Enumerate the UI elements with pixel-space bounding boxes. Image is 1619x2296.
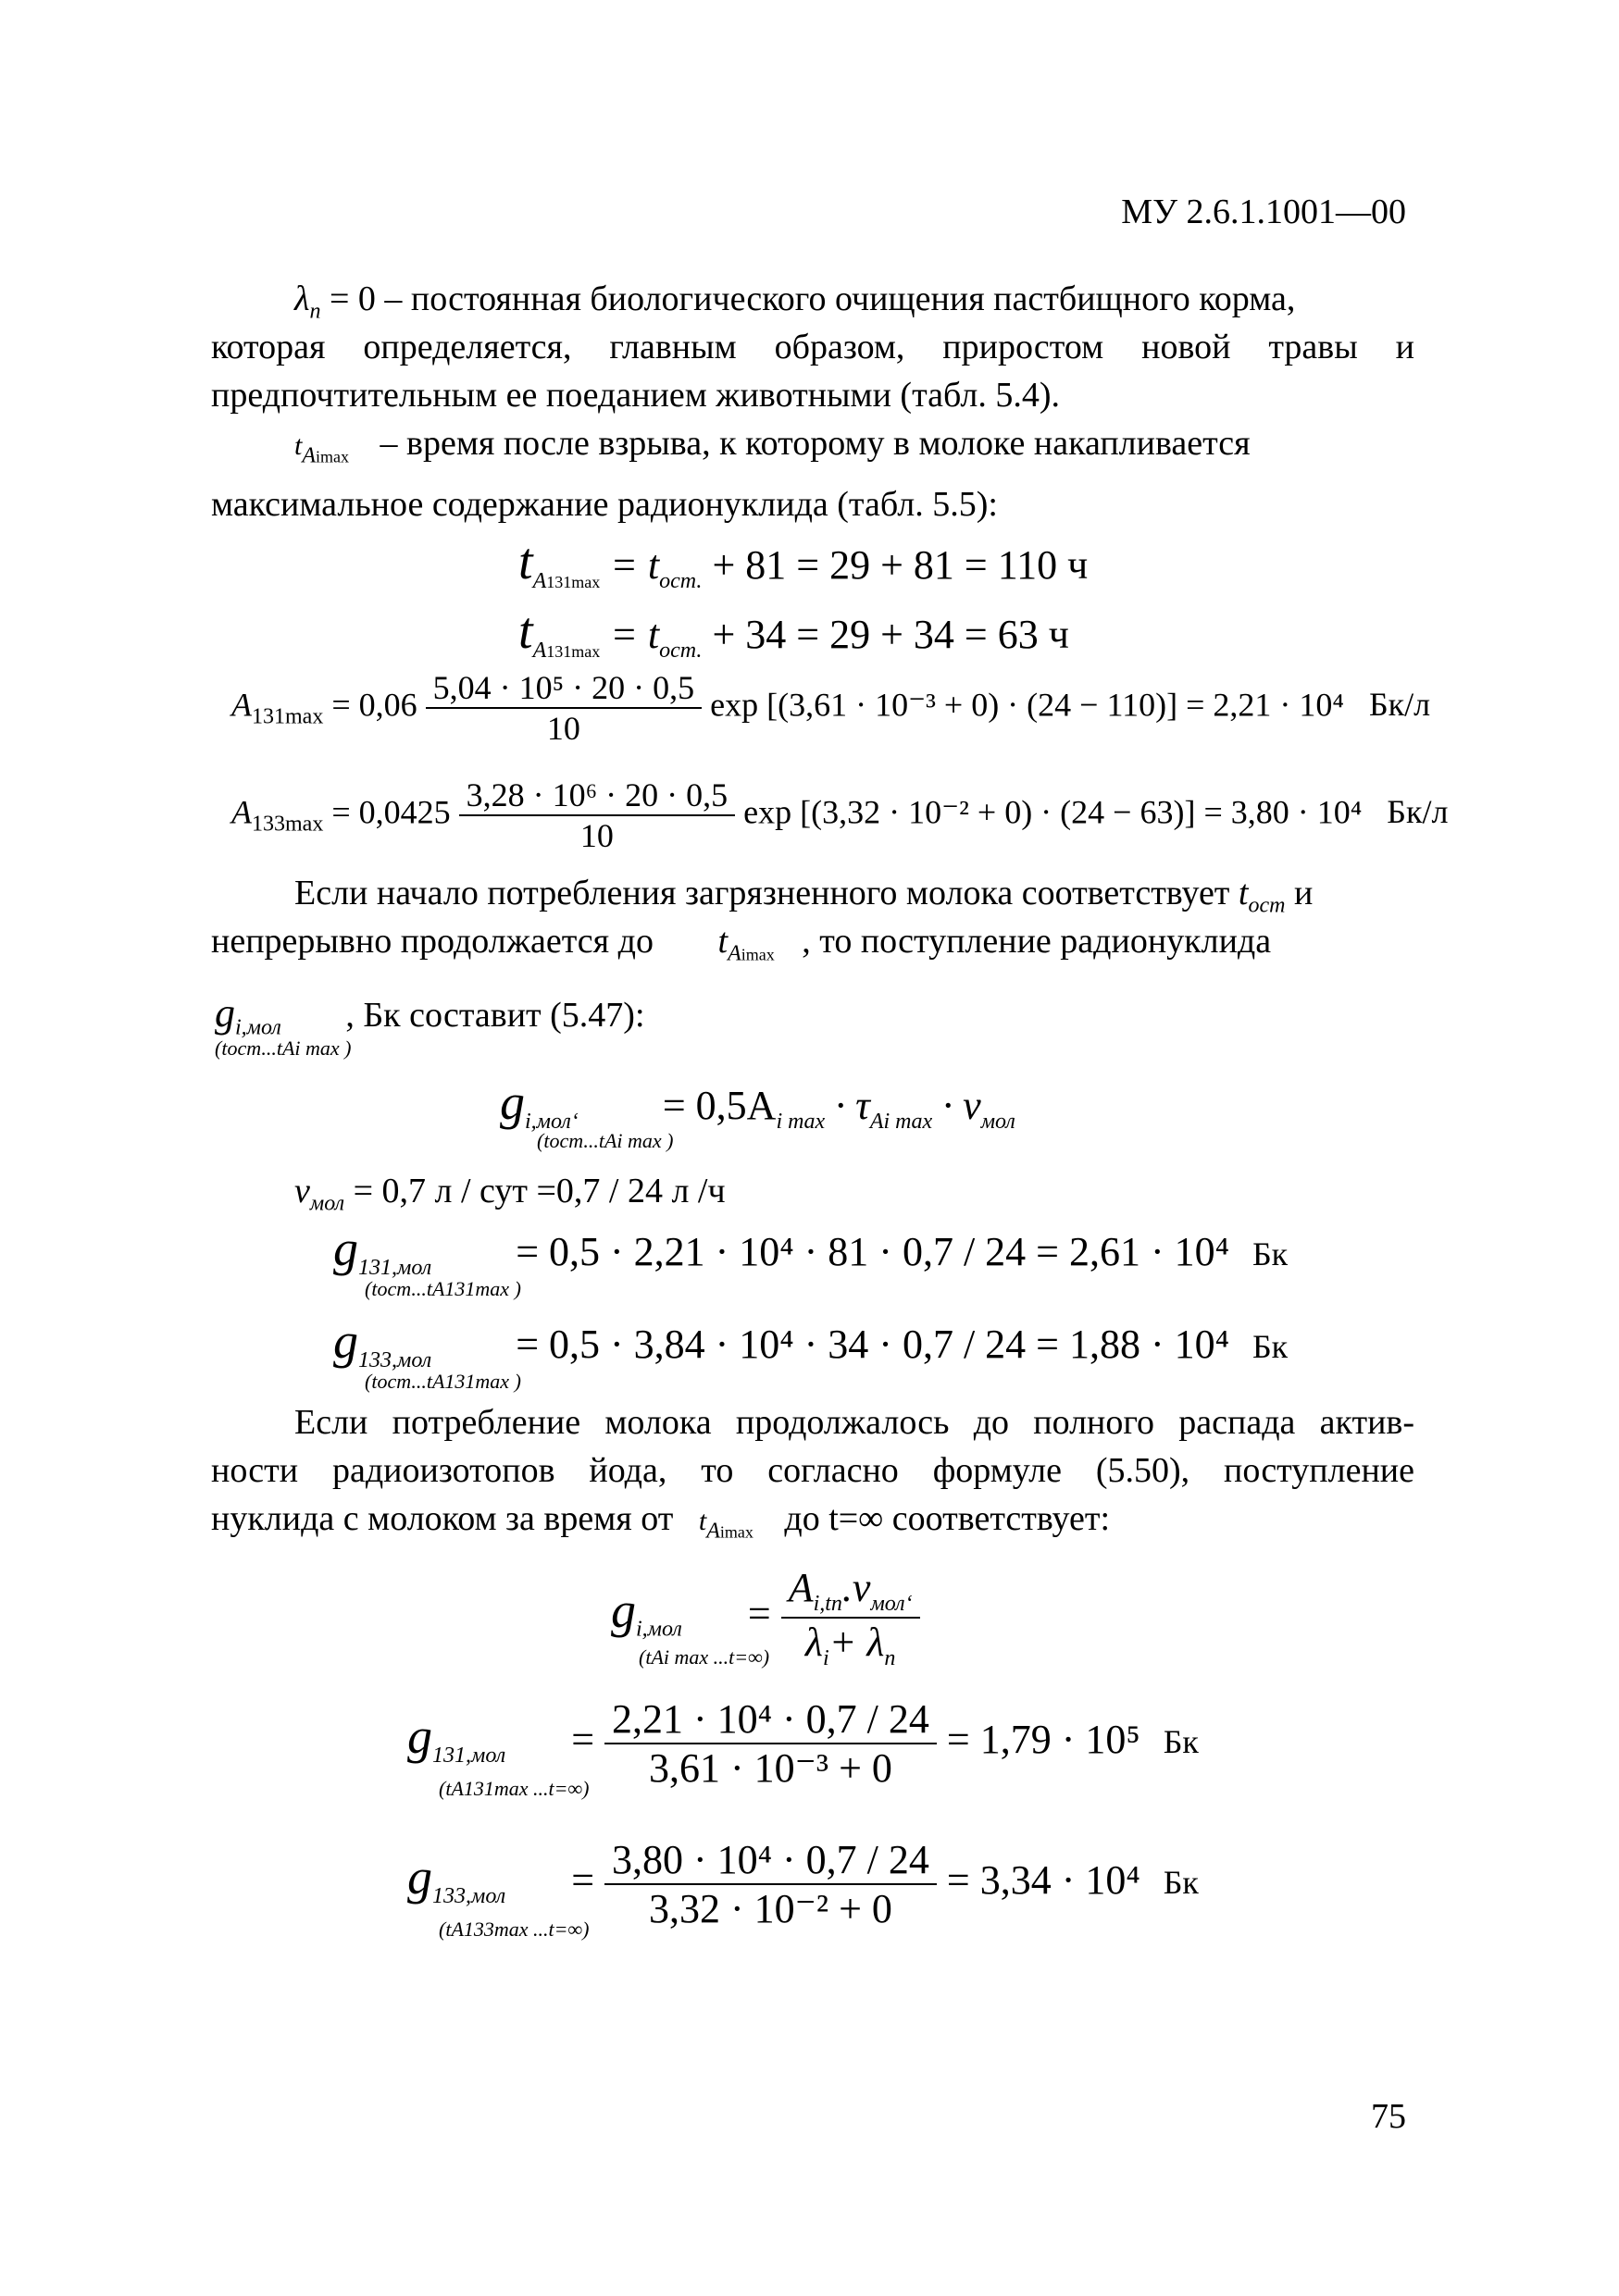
eq-g131inf-rhs: = 1,79 · 10⁵	[946, 1717, 1140, 1763]
eq-g133inf-sub: 133,мол	[432, 1883, 506, 1908]
eq-a131-num: 5,04 · 10⁵ · 20 · 0,5	[426, 668, 703, 709]
para4-t-subsub: imax	[719, 1522, 753, 1542]
eq-g131-unit: Бк	[1252, 1235, 1289, 1272]
eq-g-tau-sub: Ai max	[869, 1109, 933, 1134]
eq-g133inf-sym: g	[407, 1849, 432, 1905]
eq-g133inf-fraction	[604, 1836, 937, 1932]
eq-a131-fraction	[426, 668, 703, 748]
eq-g131inf: $g_{131,мол}$ = $\frac{\text{2,21 · 10⁴ · 0,7 / 24}}{\text{3,61 · 10⁻³ + 0}}$ = 1,79 · 10⁵ Бк	[407, 1696, 1199, 1791]
eq-a133-fraction	[459, 776, 736, 855]
eq-g-lower: (tост...tAi max )	[537, 1129, 674, 1152]
eq-a131-coef: = 0,06	[331, 686, 417, 724]
eq-g131-sub: 131,мол	[358, 1255, 432, 1280]
para3-t2-sub: A	[728, 941, 741, 966]
eq-t133-subsub: 131max	[546, 641, 601, 661]
eq-t131-rhs-sub: ост.	[659, 568, 703, 593]
eq-a133-coef: = 0,0425	[331, 793, 451, 831]
eq-t133-rhs-sub: ост.	[659, 638, 703, 663]
para3-t: t	[1238, 874, 1249, 912]
eq-g-rhs-sub: i max	[776, 1109, 826, 1134]
page-number: 75	[1371, 2097, 1406, 2136]
eq-g-sub: i,мол‘	[525, 1109, 579, 1134]
eq-a131-unit: Бк/л	[1368, 686, 1431, 724]
eq-ginf-lower: (tAi max ...t=∞)	[639, 1645, 770, 1669]
eq-g-tau: · τ	[835, 1083, 870, 1128]
eq-g131-sym: g	[333, 1221, 358, 1276]
eq-ginf-den-mid: + λ	[828, 1619, 885, 1665]
eq-t131	[518, 532, 1088, 594]
para4-t-sub: A	[706, 1519, 720, 1544]
eq-g	[500, 1074, 1015, 1135]
eq-g131inf-unit: Бк	[1163, 1723, 1199, 1761]
para3-g-sub: i,мол	[235, 1015, 281, 1040]
t-subsub: imax	[316, 447, 350, 466]
para4-line1: Если потребление молока продолжалось до полного распада актив-	[294, 1403, 1414, 1442]
eq-t133-lhs: t	[518, 602, 533, 660]
para1-text1: = 0 – постоянная биологического очищения пастбищного корма,	[329, 279, 1296, 318]
eq-t131-sub: A	[532, 568, 547, 593]
eq-ginf-den-sub2: n	[884, 1645, 896, 1670]
eq-g131-rhs: = 0,5 · 2,21 · 10⁴ · 81 · 0,7 / 24 = 2,61 · 10⁴	[516, 1229, 1229, 1274]
eq-g131inf-sub: 131,мол	[432, 1743, 506, 1768]
eq-t131-tail: + 81 = 29 + 81 = 110 ч	[712, 542, 1089, 588]
eq-g133inf-rhs: = 3,34 · 10⁴	[946, 1857, 1140, 1904]
para3-t2: t	[717, 922, 729, 961]
eq-g133-lower: (tост...tA131max )	[365, 1370, 521, 1393]
eq-a133-lhs: A	[231, 793, 252, 831]
para3-line2	[211, 918, 1414, 978]
para2-line1	[294, 420, 1414, 480]
eq-g133inf-den: 3,32 · 10⁻² + 0	[649, 1886, 892, 1931]
eq-g133inf: $g_{133,мол}$ = $\frac{\text{3,80 · 10⁴ · 0,7 / 24}}{\text{3,32 · 10⁻² + 0}}$ = 3,34 · 10⁴ Бк	[407, 1837, 1199, 1931]
eq-a131-lhs: A	[231, 686, 252, 724]
nu-text: = 0,7 л / сут =0,7 / 24 л /ч	[353, 1172, 726, 1210]
para2-line2: максимальное содержание радионуклида (табл. 5.5):	[211, 485, 998, 524]
eq-t131-subsub: 131max	[546, 572, 601, 591]
eq-g-rhs: = 0,5A	[662, 1083, 777, 1128]
eq-t133-rhs: = t	[610, 612, 660, 657]
para3-text2-post: , то поступление радионуклида	[802, 922, 1272, 961]
eq-t133-sub: A	[532, 638, 547, 663]
para3-text2: непрерывно продолжается до	[211, 922, 654, 961]
eq-ginf-num-tail: .ν	[841, 1565, 871, 1610]
eq-g131-lower: (tост...tA131max )	[365, 1277, 521, 1300]
eq-a131-tail: exp [(3,61 · 10⁻³ + 0) · (24 − 110)] = 2,21 · 10⁴	[710, 686, 1344, 724]
eq-a133-lhs-sub: 133max	[252, 812, 324, 837]
nu-sym: ν	[294, 1172, 310, 1210]
eq-a133	[231, 776, 1448, 855]
eq-ginf-den-sub: i	[822, 1645, 829, 1670]
eq-ginf: $g_{i,мол}$ = $\frac{A_{i,tn}.\nu_{мол‘}}{\lambda_i+ \lambda_n}$	[611, 1564, 920, 1671]
t-symbol: t	[294, 430, 303, 461]
eq-g131inf-sym: g	[407, 1708, 432, 1765]
para3-text1-post: и	[1293, 874, 1314, 912]
eq-a133-unit: Бк/л	[1387, 793, 1449, 831]
eq-g133inf-num: 3,80 · 10⁴ · 0,7 / 24	[604, 1836, 937, 1885]
para3-text3: , Бк составит (5.47):	[345, 996, 645, 1035]
lambda-symbol: λ	[294, 279, 310, 318]
eq-g-lhs: g	[500, 1074, 525, 1130]
eq-ginf-sub: i,мол	[636, 1617, 682, 1642]
para4-text3-post: до t=∞ соответствует:	[784, 1499, 1111, 1538]
eq-g133-unit: Бк	[1252, 1328, 1289, 1365]
para2-text1: – время после взрыва, к которому в молоке накапливается	[380, 424, 1251, 463]
eq-g-nu-sub: мол	[980, 1109, 1015, 1134]
eq-ginf-den: λ	[804, 1619, 823, 1665]
para4-line3	[211, 1496, 1110, 1556]
eq-a131	[231, 668, 1430, 748]
nu-sub: мол	[309, 1191, 345, 1216]
eq-a131-den: 10	[546, 710, 580, 747]
para1-line3: предпочтительным ее поеданием животными (табл. 5.4).	[211, 376, 1061, 415]
eq-g131inf-fraction	[604, 1695, 937, 1792]
para3-t-sub: ост	[1248, 893, 1286, 918]
eq-a133-num: 3,28 · 10⁶ · 20 · 0,5	[459, 776, 736, 816]
eq-t133-tail: + 34 = 29 + 34 = 63 ч	[712, 612, 1069, 657]
eq-a131-lhs-sub: 131max	[252, 704, 324, 729]
eq-g133-rhs: = 0,5 · 3,84 · 10⁴ · 34 · 0,7 / 24 = 1,88 · 10⁴	[516, 1322, 1229, 1367]
eq-a133-tail: exp [(3,32 · 10⁻² + 0) · (24 − 63)] = 3,80 · 10⁴	[743, 793, 1363, 831]
eq-a133-den: 10	[579, 817, 614, 854]
para4-line2: ности радиоизотопов йода, то согласно формуле (5.50), поступление	[211, 1451, 1414, 1490]
eq-t131-rhs: = t	[610, 542, 660, 588]
para3-g: g	[215, 990, 235, 1036]
eq-ginf-num: A	[788, 1565, 814, 1610]
eq-g131	[333, 1220, 1288, 1281]
eq-g133-sub: 133,мол	[358, 1347, 432, 1372]
para1-line2: которая определяется, главным образом, приростом новой травы и	[211, 328, 1414, 366]
nu-definition	[294, 1168, 726, 1227]
eq-g131inf-num: 2,21 · 10⁴ · 0,7 / 24	[604, 1695, 937, 1744]
eq-ginf-sym: g	[611, 1582, 636, 1638]
t-sub: A	[302, 443, 317, 468]
eq-g131inf-den: 3,61 · 10⁻³ + 0	[649, 1745, 892, 1791]
page-header: МУ 2.6.1.1001—00	[1121, 192, 1406, 231]
para3-t2-subsub: imax	[741, 945, 775, 964]
eq-g133inf-lower: (tA133max ...t=∞)	[439, 1917, 590, 1941]
para3-text1: Если начало потребления загрязненного молока соответствует	[294, 874, 1230, 912]
eq-g131inf-lower: (tA131max ...t=∞)	[439, 1777, 590, 1800]
eq-t131-lhs: t	[518, 533, 533, 590]
eq-g-nu: · ν	[942, 1083, 981, 1128]
eq-ginf-num-sub: i,tn	[813, 1591, 842, 1616]
eq-ginf-fraction	[781, 1564, 920, 1671]
para3-g-lower: (tост...tAi max )	[215, 1036, 352, 1060]
eq-t133	[518, 602, 1069, 664]
eq-g133inf-unit: Бк	[1163, 1864, 1199, 1902]
eq-g133-sym: g	[333, 1313, 358, 1369]
eq-g133	[333, 1312, 1288, 1373]
eq-ginf-num-tail-sub: мол‘	[870, 1591, 913, 1616]
para4-text3: нуклида с молоком за время от	[211, 1499, 674, 1538]
para4-t: t	[698, 1506, 707, 1536]
lambda-sub: n	[309, 299, 321, 324]
